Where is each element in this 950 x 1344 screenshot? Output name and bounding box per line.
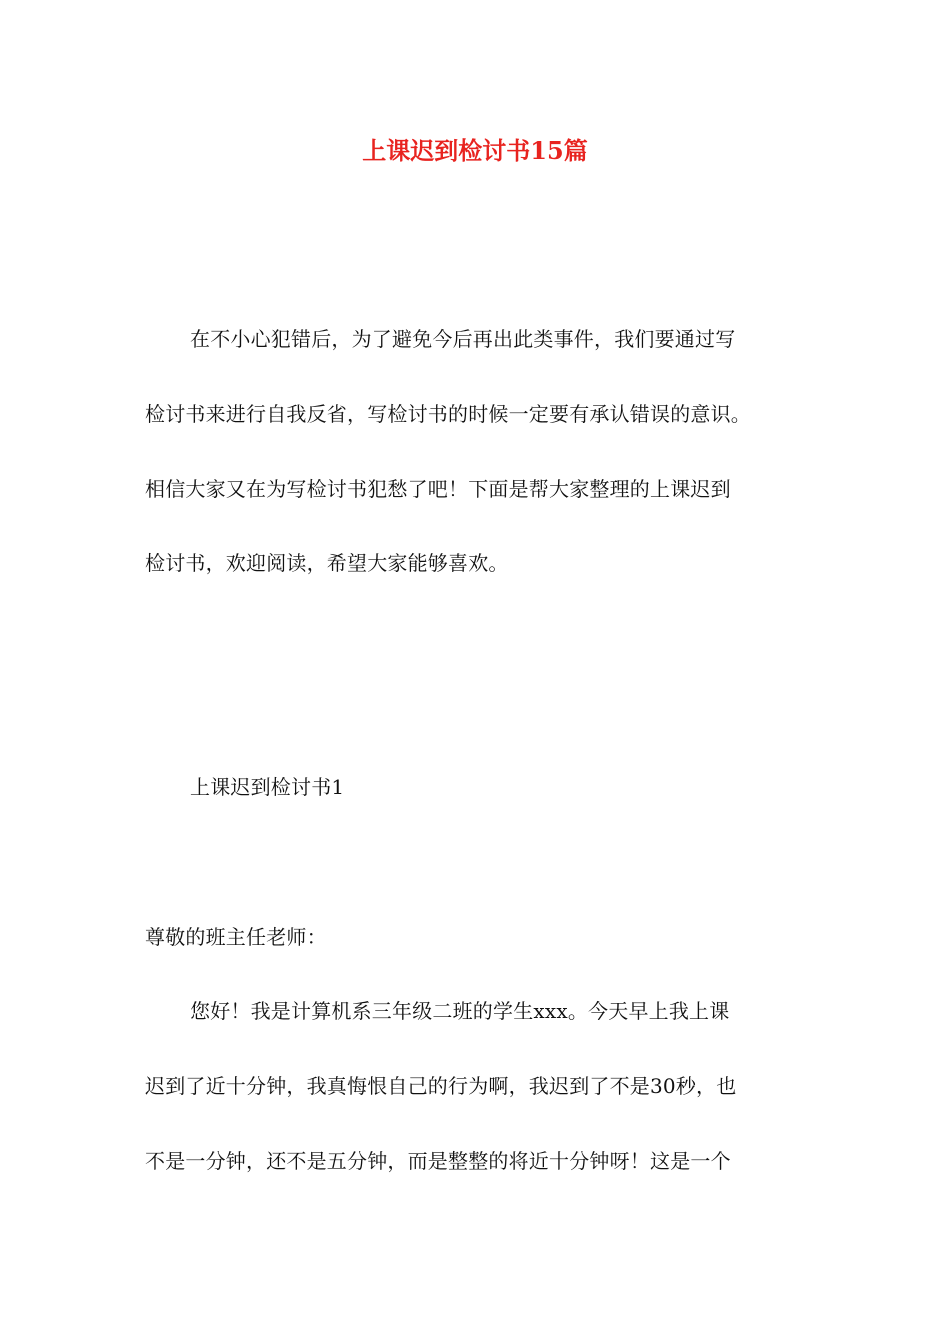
body-line-3: 不是一分钟，还不是五分钟，而是整整的将近十分钟呀！这是一个 (145, 1149, 731, 1173)
document-title: 上课迟到检讨书15篇 (362, 136, 588, 165)
intro-line-3: 相信大家又在为写检讨书犯愁了吧！下面是帮大家整理的上课迟到 (145, 477, 731, 501)
salutation: 尊敬的班主任老师： (145, 925, 327, 949)
body-line-2: 迟到了近十分钟，我真悔恨自己的行为啊，我迟到了不是30秒，也 (145, 1074, 737, 1098)
intro-line-4: 检讨书，欢迎阅读，希望大家能够喜欢。 (145, 551, 509, 575)
intro-line-1: 在不小心犯错后，为了避免今后再出此类事件，我们要通过写 (190, 327, 736, 351)
body-line-1: 您好！我是计算机系三年级二班的学生xxx。今天早上我上课 (190, 999, 730, 1023)
intro-line-2: 检讨书来进行自我反省，写检讨书的时候一定要有承认错误的意识。 (145, 402, 751, 426)
section-heading: 上课迟到检讨书1 (190, 775, 345, 799)
